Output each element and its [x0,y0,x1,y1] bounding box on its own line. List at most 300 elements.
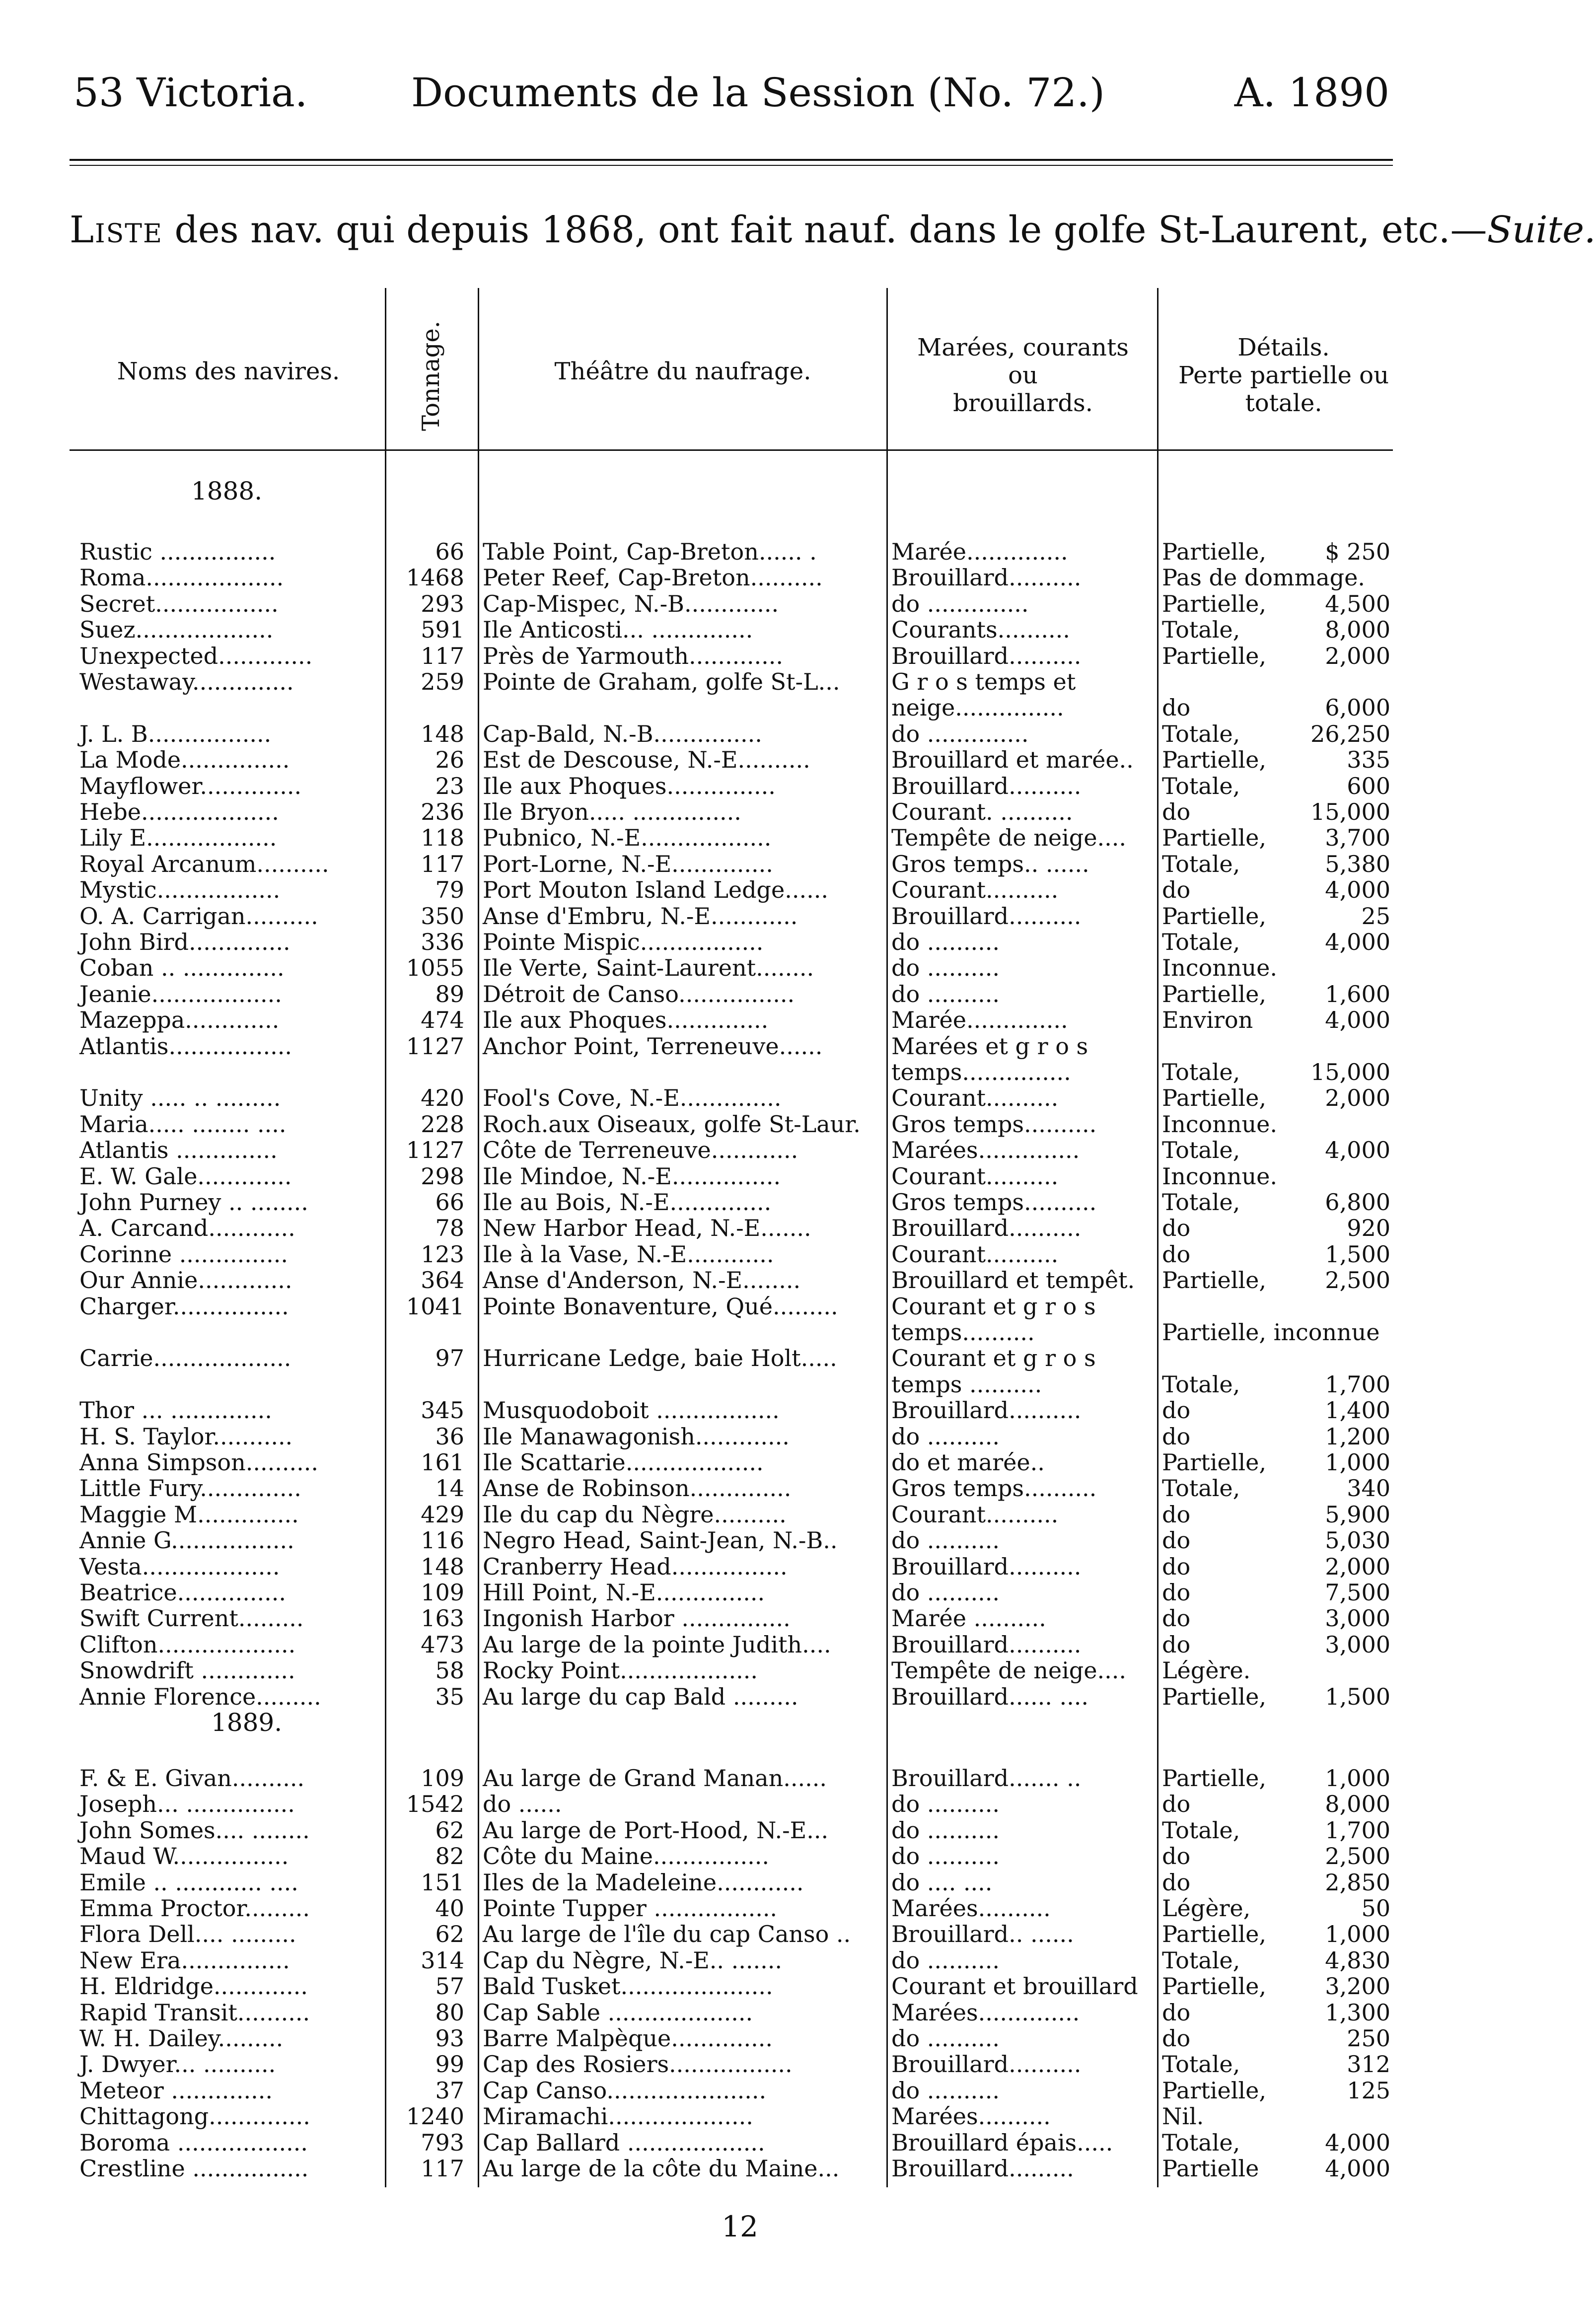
ship-tonnage: 58 [435,1657,464,1684]
wreck-cause: Brouillard et tempêt. [891,1267,1135,1294]
loss-amount: 2,500 [1325,1843,1390,1870]
wreck-cause: do .............. [891,720,1029,747]
ship-name: John Purney .. ........ [79,1189,308,1216]
wreck-place: Cap Ballard ................... [483,2129,765,2156]
wreck-place: Au large de Grand Manan...... [483,1765,827,1792]
loss-amount: 1,700 [1325,1370,1390,1398]
wreck-cause: neige............... [891,694,1064,721]
wreck-cause: Brouillard.......... [891,1631,1082,1658]
year-heading: 1888. [191,477,263,505]
ship-name: Rustic ................ [79,538,276,565]
col-head-details-2: Perte partielle ou [1178,361,1389,389]
wreck-cause: Brouillard.......... [891,564,1082,591]
ship-name: Maria..... ........ .... [79,1110,287,1138]
loss-amount: 4,000 [1325,1007,1390,1034]
loss-amount: 1,600 [1325,980,1390,1007]
ship-name: Little Fury.............. [79,1475,301,1502]
ship-name: Unexpected............. [79,642,313,669]
ship-tonnage: 1542 [406,1791,464,1818]
wreck-cause: Brouillard....... .. [891,1765,1082,1792]
wreck-cause: Courants.......... [891,616,1070,644]
col-head-tides-1: Marées, courants [917,334,1129,361]
ship-tonnage: 62 [435,1921,464,1948]
wreck-cause: Brouillard.......... [891,642,1082,669]
loss-type: Totale, [1162,1059,1240,1085]
loss-type: Totale, [1162,772,1240,799]
wreck-place: do ...... [483,1791,562,1818]
ship-tonnage: 66 [435,1189,464,1216]
ship-name: Atlantis................. [79,1032,292,1060]
loss-type: Partielle, [1162,1267,1266,1294]
ship-tonnage: 161 [421,1449,464,1476]
ship-tonnage: 151 [421,1869,464,1896]
loss-amount: 25 [1361,902,1390,930]
wreck-cause: Brouillard.......... [891,1215,1082,1242]
ship-tonnage: 93 [435,2025,464,2052]
ship-name: Thor ... .............. [79,1397,272,1424]
loss-type: do [1162,798,1191,825]
loss-type: Partielle, [1162,1765,1266,1792]
loss-type: do [1162,1240,1191,1268]
col-head-tides [889,334,1157,417]
ship-tonnage: 336 [421,929,464,955]
loss-type: Légère. [1162,1657,1251,1684]
ship-name: Unity ..... .. ......... [79,1084,281,1112]
ship-name: Emile .. ............ .... [79,1869,298,1896]
wreck-cause: Brouillard.......... [891,772,1082,799]
loss-amount: 1,200 [1325,1423,1390,1450]
wreck-cause: Marées.......... [891,1895,1051,1922]
loss-amount: 8,000 [1325,1791,1390,1818]
col-divider-3 [886,288,888,2187]
loss-type: do [1162,1397,1191,1424]
wreck-place: Negro Head, Saint-Jean, N.-B.. [483,1527,838,1554]
ship-tonnage: 1127 [406,1032,464,1060]
ship-name: J. L. B................. [79,720,272,747]
ship-tonnage: 429 [421,1501,464,1528]
ship-name: Emma Proctor......... [79,1895,310,1922]
loss-amount: 3,700 [1325,824,1390,852]
loss-amount: 920 [1347,1215,1390,1242]
col-head-tides-2: ou [1008,361,1038,389]
ship-tonnage: 109 [421,1765,464,1792]
ship-name: Westaway.............. [79,668,294,695]
wreck-cause: Tempête de neige.... [891,1657,1126,1684]
ship-tonnage: 23 [435,772,464,799]
loss-amount: 4,000 [1325,929,1390,955]
wreck-cause: temps.......... [891,1319,1035,1346]
loss-amount: 2,000 [1325,642,1390,669]
col-divider-1 [385,288,386,2187]
loss-type: do [1162,694,1191,721]
ship-tonnage: 118 [421,824,464,852]
wreck-cause: Gros temps.......... [891,1189,1097,1216]
wreck-place: Port-Lorne, N.-E.............. [483,850,773,877]
loss-amount: 15,000 [1310,1059,1390,1085]
loss-type: Environ [1162,1007,1253,1034]
loss-amount: 4,000 [1325,1137,1390,1164]
loss-amount: 335 [1347,746,1390,774]
wreck-cause: do .......... [891,929,1000,955]
ship-tonnage: 78 [435,1215,464,1242]
loss-type: Partielle, [1162,590,1266,617]
loss-type: Totale, [1162,1137,1240,1164]
ship-name: Beatrice............... [79,1579,286,1606]
wreck-cause: do .......... [891,1579,1000,1606]
ship-name: Maud W................ [79,1843,289,1870]
wreck-place: Barre Malpèque.............. [483,2025,773,2052]
wreck-cause: Courant.......... [891,1084,1059,1112]
col-head-details-1: Détails. [1237,334,1330,361]
ship-name: Rapid Transit.......... [79,1999,310,2026]
wreck-cause: Marées.............. [891,1137,1080,1164]
ship-tonnage: 474 [421,1007,464,1034]
loss-amount: 4,000 [1325,2155,1390,2182]
wreck-place: Au large de la pointe Judith.... [483,1631,831,1658]
ship-name: Royal Arcanum.......... [79,850,329,877]
loss-amount: 2,000 [1325,1553,1390,1580]
wreck-place: Fool's Cove, N.-E.............. [483,1084,782,1112]
ship-tonnage: 163 [421,1605,464,1632]
ship-tonnage: 99 [435,2051,464,2078]
wreck-place: Cap-Bald, N.-B............... [483,720,762,747]
wreck-cause: do .............. [891,590,1029,617]
ship-name: Vesta................... [79,1553,280,1580]
ship-name: J. Dwyer... .......... [79,2051,276,2078]
wreck-place: Pubnico, N.-E.................. [483,824,772,852]
table-head-rule [70,449,1393,451]
wreck-cause: Gros temps.......... [891,1110,1097,1138]
ship-tonnage: 117 [421,2155,464,2182]
wreck-cause: Brouillard épais..... [891,2129,1113,2156]
col-head-name: Noms des navires. [117,358,340,385]
ship-name: Boroma .................. [79,2129,308,2156]
wreck-cause: Courant et g r o s [891,1345,1096,1372]
loss-type: do [1162,1999,1191,2026]
wreck-cause: do .......... [891,2077,1000,2104]
ship-tonnage: 117 [421,642,464,669]
header-rule-top [70,159,1393,161]
ship-name: Crestline ................ [79,2155,309,2182]
loss-type: Partielle, [1162,1084,1266,1112]
loss-type: Partielle, [1162,902,1266,930]
wreck-cause: Courant.......... [891,1162,1059,1190]
loss-type: Partielle, [1162,642,1266,669]
ship-name: Roma................... [79,564,284,591]
ship-name: Annie Florence......... [79,1683,321,1710]
ship-name: Charger................ [79,1293,289,1320]
ship-tonnage: 66 [435,538,464,565]
wreck-cause: Brouillard......... [891,2155,1074,2182]
wreck-place: Anse d'Anderson, N.-E........ [483,1267,801,1294]
ship-tonnage: 62 [435,1816,464,1844]
ship-tonnage: 259 [421,668,464,695]
page-number: 12 [722,2210,758,2243]
ship-tonnage: 473 [421,1631,464,1658]
loss-amount: 4,000 [1325,2129,1390,2156]
ship-name: Maggie M.............. [79,1501,299,1528]
ship-name: Corinne ............... [79,1240,289,1268]
ship-name: E. W. Gale............. [79,1162,292,1190]
wreck-place: Ile au Bois, N.-E.............. [483,1189,772,1216]
running-header [73,70,1389,119]
wreck-cause: Marée .......... [891,1605,1046,1632]
ship-name: Joseph... ............... [79,1791,295,1818]
loss-type: Inconnue. [1162,1110,1277,1138]
loss-amount: 340 [1347,1475,1390,1502]
loss-type: Totale, [1162,2129,1240,2156]
header-volume: 53 Victoria. [73,70,308,116]
ship-name: Flora Dell.... ......... [79,1921,296,1948]
loss-type: do [1162,1527,1191,1554]
loss-type: do [1162,1501,1191,1528]
wreck-place: Est de Descouse, N.-E.......... [483,746,810,774]
loss-amount: 125 [1347,2077,1390,2104]
loss-type: do [1162,1843,1191,1870]
wreck-cause: do .......... [891,1946,1000,1974]
loss-amount: 3,000 [1325,1605,1390,1632]
ship-name: Suez................... [79,616,274,644]
wreck-cause: Courant et brouillard [891,1973,1138,2000]
ship-name: H. Eldridge............. [79,1973,308,2000]
ship-name: F. & E. Givan.......... [79,1765,305,1792]
wreck-cause: Brouillard et marée.. [891,746,1134,774]
loss-type: Partielle, [1162,824,1266,852]
loss-type: do [1162,1579,1191,1606]
loss-type: Partielle, [1162,746,1266,774]
ship-tonnage: 123 [421,1240,464,1268]
wreck-place: Ile Bryon..... ............... [483,798,741,825]
ship-tonnage: 79 [435,876,464,904]
ship-name: John Bird.............. [79,929,290,955]
loss-type: Totale, [1162,1370,1240,1398]
ship-tonnage: 14 [435,1475,464,1502]
loss-amount: 1,400 [1325,1397,1390,1424]
ship-name: Jeanie.................. [79,980,282,1007]
ship-name: Lily E.................. [79,824,277,852]
col-head-tonnage: Tonnage. [417,320,445,431]
ship-name: Chittagong.............. [79,2103,310,2130]
loss-type: do [1162,1605,1191,1632]
wreck-cause: Brouillard.......... [891,1397,1082,1424]
ship-name: Hebe................... [79,798,279,825]
ship-tonnage: 228 [421,1110,464,1138]
ship-tonnage: 1468 [406,564,464,591]
wreck-place: Ingonish Harbor ............... [483,1605,791,1632]
loss-type: Partielle, [1162,538,1266,565]
wreck-place: Au large de l'île du cap Canso .. [483,1921,851,1948]
header-document: Documents de la Session (No. 72.) [411,70,1105,116]
wreck-cause: Brouillard.......... [891,1553,1082,1580]
loss-amount: 1,500 [1325,1240,1390,1268]
loss-amount: 1,700 [1325,1816,1390,1844]
loss-type: do [1162,1423,1191,1450]
loss-amount: 3,000 [1325,1631,1390,1658]
ship-name: Mazeppa............. [79,1007,280,1034]
wreck-cause: Gros temps.......... [891,1475,1097,1502]
loss-amount: 2,500 [1325,1267,1390,1294]
ship-tonnage: 350 [421,902,464,930]
wreck-place: Ile Verte, Saint-Laurent........ [483,954,814,982]
wreck-place: Ile Manawagonish............. [483,1423,790,1450]
wreck-place: Cap-Mispec, N.-B............. [483,590,779,617]
ship-tonnage: 82 [435,1843,464,1870]
ship-tonnage: 420 [421,1084,464,1112]
wreck-cause: do .......... [891,1527,1000,1554]
wreck-place: Hurricane Ledge, baie Holt..... [483,1345,837,1372]
loss-amount: 8,000 [1325,616,1390,644]
ship-name: O. A. Carrigan.......... [79,902,318,930]
loss-amount: 7,500 [1325,1579,1390,1606]
ship-name: H. S. Taylor........... [79,1423,293,1450]
wreck-place: Anse de Robinson.............. [483,1475,792,1502]
ship-name: Secret................. [79,590,279,617]
loss-type: Totale, [1162,720,1240,747]
loss-type: Légère, [1162,1895,1251,1922]
wreck-cause: do .......... [891,954,1000,982]
loss-type: Partielle, [1162,1683,1266,1710]
col-head-details-3: totale. [1245,389,1322,417]
wreck-place: Pointe Tupper ................. [483,1895,778,1922]
wreck-place: Bald Tusket..................... [483,1973,773,2000]
ship-tonnage: 116 [421,1527,464,1554]
loss-type: Inconnue. [1162,1162,1277,1190]
ship-tonnage: 117 [421,850,464,877]
loss-type: do [1162,876,1191,904]
wreck-place: Cranberry Head................ [483,1553,788,1580]
col-head-place: Théâtre du naufrage. [554,358,811,385]
loss-type: Totale, [1162,1946,1240,1974]
wreck-place: Ile Scattarie................... [483,1449,764,1476]
ship-name: A. Carcand............ [79,1215,295,1242]
wreck-cause: Brouillard.......... [891,902,1082,930]
wreck-place: Ile aux Phoques............... [483,772,776,799]
loss-amount: 26,250 [1310,720,1390,747]
loss-amount: 312 [1347,2051,1390,2078]
ship-name: New Era............... [79,1946,290,1974]
wreck-place: Pointe Mispic................. [483,929,764,955]
ship-tonnage: 36 [435,1423,464,1450]
ship-tonnage: 236 [421,798,464,825]
wreck-cause: Marée.............. [891,538,1068,565]
loss-type: do [1162,1631,1191,1658]
loss-amount: 250 [1347,2025,1390,2052]
ship-tonnage: 97 [435,1345,464,1372]
wreck-place: Rocky Point................... [483,1657,758,1684]
wreck-place: Côte du Maine................ [483,1843,769,1870]
wreck-cause: do .......... [891,1816,1000,1844]
loss-amount: 3,200 [1325,1973,1390,2000]
loss-amount: 50 [1361,1895,1390,1922]
loss-amount: 1,000 [1325,1921,1390,1948]
title-main: des nav. qui depuis 1868, ont fait nauf. dans le golfe St-Laurent, etc.— [174,209,1487,251]
ship-name: Carrie................... [79,1345,291,1372]
wreck-place: Ile du cap du Nègre.......... [483,1501,787,1528]
loss-amount: $ 250 [1325,538,1390,565]
ship-tonnage: 57 [435,1973,464,2000]
ship-name: Clifton................... [79,1631,296,1658]
wreck-place: Iles de la Madeleine............ [483,1869,804,1896]
ship-name: W. H. Dailey......... [79,2025,284,2052]
loss-type: do [1162,1215,1191,1242]
wreck-place: Table Point, Cap-Breton...... . [483,538,817,565]
wreck-place: Pointe Bonaventure, Qué......... [483,1293,838,1320]
wreck-cause: Courant et g r o s [891,1293,1096,1320]
wreck-cause: do .......... [891,1843,1000,1870]
ship-name: Snowdrift ............. [79,1657,295,1684]
wreck-cause: Courant.......... [891,876,1059,904]
ship-name: Meteor .............. [79,2077,273,2104]
wreck-place: New Harbor Head, N.-E....... [483,1215,811,1242]
wreck-cause: Brouillard.. ...... [891,1921,1074,1948]
wreck-place: Cap du Nègre, N.-E.. ....... [483,1946,783,1974]
ship-name: Mayflower.............. [79,772,302,799]
wreck-place: Anse d'Embru, N.-E............ [483,902,798,930]
wreck-cause: Brouillard.......... [891,2051,1082,2078]
loss-type: Totale, [1162,1816,1240,1844]
loss-amount: 6,000 [1325,694,1390,721]
loss-amount: 1,300 [1325,1999,1390,2026]
wreck-place: Ile Anticosti... .............. [483,616,753,644]
ship-tonnage: 364 [421,1267,464,1294]
title-lead: Liste [70,209,163,251]
title-suite: Suite. [1487,209,1596,251]
ship-name: Coban .. .............. [79,954,285,982]
loss-amount: 4,000 [1325,876,1390,904]
ship-tonnage: 37 [435,2077,464,2104]
loss-type: Totale, [1162,2051,1240,2078]
ship-tonnage: 298 [421,1162,464,1190]
year-heading: 1889. [211,1708,283,1737]
loss-type: Partielle, [1162,1921,1266,1948]
wreck-place: Miramachi.................... [483,2103,753,2130]
col-head-tides-3: brouillards. [953,389,1093,417]
wreck-cause: Courant.......... [891,1501,1059,1528]
wreck-place: Hill Point, N.-E............... [483,1579,765,1606]
ship-name: Atlantis .............. [79,1137,278,1164]
ship-tonnage: 80 [435,1999,464,2026]
wreck-cause: Gros temps.. ...... [891,850,1089,877]
wreck-cause: do .......... [891,1423,1000,1450]
loss-type: Partielle [1162,2155,1259,2182]
loss-type: do [1162,2025,1191,2052]
loss-type: do [1162,1791,1191,1818]
wreck-place: Au large de la côte du Maine... [483,2155,840,2182]
loss-type: Totale, [1162,1189,1240,1216]
ship-name: Our Annie............. [79,1267,292,1294]
loss-type: Totale, [1162,850,1240,877]
header-rule-bottom [70,165,1393,166]
loss-type: Partielle, [1162,1449,1266,1476]
wreck-place: Détroit de Canso................ [483,980,795,1007]
ship-tonnage: 345 [421,1397,464,1424]
ship-tonnage: 148 [421,1553,464,1580]
wreck-cause: Marées.............. [891,1999,1080,2026]
ship-tonnage: 1240 [406,2103,464,2130]
wreck-place: Au large de Port-Hood, N.-E... [483,1816,829,1844]
wreck-cause: Marées et g r o s [891,1032,1088,1060]
wreck-place: Ile aux Phoques.............. [483,1007,769,1034]
ship-name: Anna Simpson.......... [79,1449,318,1476]
ship-tonnage: 109 [421,1579,464,1606]
loss-type: Partielle, [1162,980,1266,1007]
loss-type: do [1162,1869,1191,1896]
ship-tonnage: 1041 [406,1293,464,1320]
loss-type: Totale, [1162,616,1240,644]
loss-type: do [1162,1553,1191,1580]
loss-amount: 2,000 [1325,1084,1390,1112]
loss-amount: 6,800 [1325,1189,1390,1216]
